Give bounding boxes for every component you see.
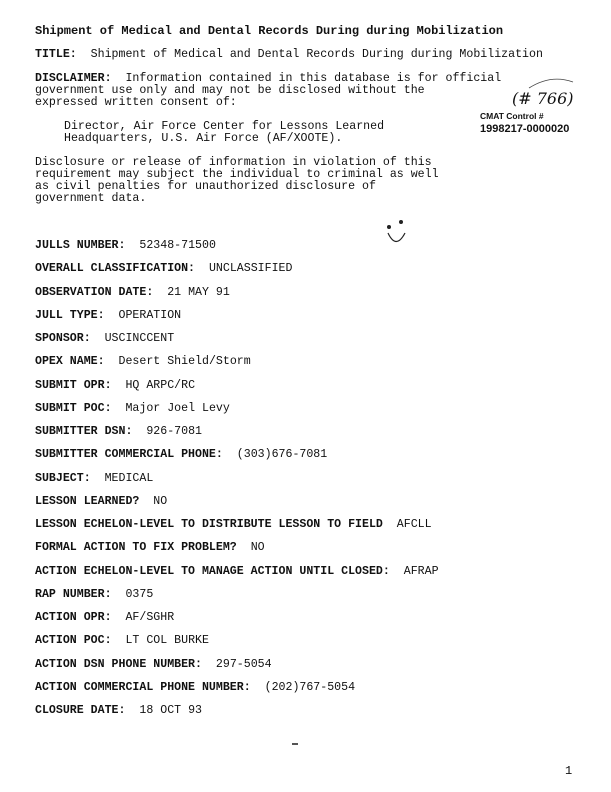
field-row — [35, 519, 432, 531]
field-row — [35, 426, 202, 438]
page-header-title: Shipment of Medical and Dental Records During during Mobilization — [35, 24, 504, 38]
warning-line-1: Disclosure or release of information in violation of this — [35, 156, 432, 169]
field-value: NO — [153, 494, 168, 508]
field-row — [35, 705, 202, 717]
title-line — [35, 49, 543, 61]
field-label: ACTION POC: — [35, 634, 112, 648]
field-label: JULLS NUMBER: — [35, 239, 126, 252]
field-value: 52348-71500 — [139, 239, 216, 252]
handwritten-number: (# 766) — [512, 89, 574, 108]
field-label: FORMAL ACTION TO FIX PROBLEM? — [35, 541, 237, 555]
field-label: RAP NUMBER: — [35, 587, 112, 601]
field-row — [35, 263, 292, 275]
disclaimer-address-2: Headquarters, U.S. Air Force (AF/XOOTE). — [64, 132, 343, 145]
field-value: 18 OCT 93 — [139, 704, 202, 717]
field-label: SUBMITTER COMMERCIAL PHONE: — [35, 448, 223, 462]
field-row — [35, 682, 355, 694]
field-value: UNCLASSIFIED — [208, 262, 293, 276]
field-value: Major Joel Levy — [125, 401, 230, 415]
field-label: SUBJECT: — [35, 471, 91, 485]
field-value: OPERATION — [118, 308, 182, 322]
field-value: HQ ARPC/RC — [125, 378, 196, 392]
field-value: 926-7081 — [146, 425, 202, 438]
field-label: LESSON ECHELON-LEVEL TO DISTRIBUTE LESSON TO FIELD — [35, 518, 383, 531]
field-label: SUBMIT POC: — [35, 401, 112, 415]
field-row — [35, 356, 251, 368]
field-value: (202)767-5054 — [264, 680, 356, 694]
field-value: MEDICAL — [104, 471, 154, 485]
field-label: SUBMIT OPR: — [35, 378, 112, 392]
field-value: NO — [250, 541, 265, 555]
field-row — [35, 473, 153, 485]
field-label: ACTION DSN PHONE NUMBER: — [35, 657, 202, 671]
field-row — [35, 449, 327, 461]
field-value: LT COL BURKE — [125, 634, 209, 648]
field-row — [35, 612, 174, 624]
field-label: ACTION ECHELON-LEVEL TO MANAGE ACTION UNTIL CLOSED: — [35, 564, 390, 578]
field-label: CLOSURE DATE: — [35, 704, 126, 717]
cmat-control-number: 1998217-0000020 — [480, 123, 570, 135]
smiley-eye-left — [387, 225, 391, 229]
page-number: 1 — [565, 764, 573, 778]
field-row — [35, 635, 209, 647]
smiley-mouth — [386, 230, 408, 248]
disclaimer-line-3: expressed written consent of: — [35, 96, 237, 109]
field-label: SUBMITTER DSN: — [35, 425, 133, 438]
warning-line-4: government data. — [35, 192, 147, 205]
field-row — [35, 403, 230, 415]
field-value: AFRAP — [403, 564, 439, 578]
disclaimer-text-1: Information contained in this database is for official — [125, 72, 502, 85]
field-label: ACTION OPR: — [35, 611, 112, 624]
disclaimer-address-1: Director, Air Force Center for Lessons Learned — [64, 120, 385, 133]
field-value: 297-5054 — [215, 657, 272, 671]
field-value: Desert Shield/Storm — [118, 355, 251, 369]
title-label: TITLE: — [35, 48, 77, 61]
field-row — [35, 310, 181, 322]
field-row — [35, 566, 439, 578]
disclaimer-label: DISCLAIMER: — [35, 72, 112, 85]
warning-line-3: as civil penalties for unauthorized disclosure of — [35, 180, 376, 193]
field-row — [35, 240, 216, 252]
field-value: 0375 — [125, 587, 154, 601]
field-row — [35, 333, 174, 345]
field-label: SPONSOR: — [35, 332, 91, 345]
field-label: LESSON LEARNED? — [35, 494, 140, 508]
field-row — [35, 542, 265, 554]
field-value: AF/SGHR — [125, 611, 175, 624]
disclaimer-line-2: government use only and may not be disclosed without the — [35, 84, 425, 97]
title-value: Shipment of Medical and Dental Records During during Mobilization — [90, 48, 543, 61]
field-label: OPEX NAME: — [35, 355, 105, 369]
field-row — [35, 380, 195, 392]
field-row — [35, 659, 272, 671]
field-row — [35, 496, 167, 508]
field-value: 21 MAY 91 — [167, 285, 230, 299]
field-label: JULL TYPE: — [35, 308, 105, 322]
field-row — [35, 589, 153, 601]
field-value: (303)676-7081 — [236, 448, 328, 462]
field-row — [35, 287, 230, 299]
field-value: AFCLL — [396, 518, 432, 531]
field-value: USCINCCENT — [104, 332, 175, 345]
cmat-control-label: CMAT Control # — [480, 111, 544, 121]
smiley-eye-right — [399, 220, 403, 224]
field-label: ACTION COMMERCIAL PHONE NUMBER: — [35, 680, 251, 694]
warning-line-2: requirement may subject the individual to criminal as well — [35, 168, 439, 181]
field-label: OBSERVATION DATE: — [35, 285, 154, 299]
field-label: OVERALL CLASSIFICATION: — [35, 262, 196, 276]
scan-mark — [292, 743, 298, 745]
